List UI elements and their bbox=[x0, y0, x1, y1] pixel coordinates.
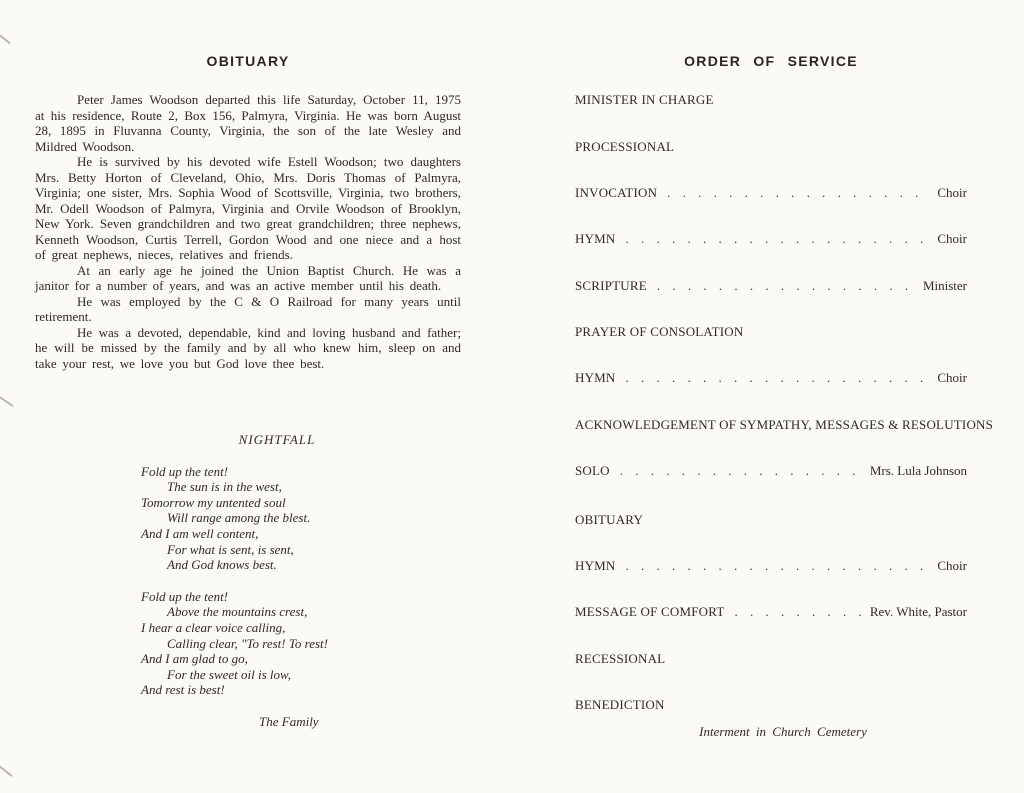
service-item-value: Choir bbox=[937, 370, 967, 385]
memorial-poem bbox=[141, 432, 413, 730]
poem-line: Tomorrow my untented soul bbox=[141, 494, 286, 510]
obituary-column bbox=[35, 53, 461, 729]
service-item-value: Choir bbox=[937, 185, 967, 200]
scan-mark bbox=[0, 34, 11, 44]
service-item-acknowledgement bbox=[575, 417, 994, 433]
dot-leader bbox=[657, 278, 915, 294]
obituary-title: OBITUARY bbox=[206, 53, 290, 69]
service-item-label: RECESSIONAL bbox=[575, 651, 666, 666]
service-item-scripture bbox=[575, 278, 967, 294]
poem-line: The sun is in the west, bbox=[167, 479, 282, 495]
service-item-value: Minister bbox=[922, 278, 967, 293]
dot-leader bbox=[620, 463, 862, 479]
poem-line: Above the mountains crest, bbox=[167, 604, 308, 620]
service-item-label: INVOCATION bbox=[575, 185, 658, 200]
poem-line: Calling clear, "To rest! To rest! bbox=[167, 635, 329, 651]
service-item-message-of-comfort bbox=[575, 604, 967, 620]
order-of-service-column bbox=[575, 53, 994, 739]
service-item-label: MESSAGE OF COMFORT bbox=[575, 604, 725, 619]
dot-leader bbox=[626, 231, 930, 247]
poem-signature: The Family bbox=[259, 713, 319, 729]
service-item-label: HYMN bbox=[575, 370, 616, 385]
service-item-solo bbox=[575, 463, 967, 479]
scan-mark bbox=[0, 765, 13, 777]
poem-line: For the sweet oil is low, bbox=[167, 666, 291, 682]
service-item-label: SOLO bbox=[575, 463, 610, 478]
service-item-value: Rev. White, Pastor bbox=[869, 604, 967, 619]
service-item-hymn-2 bbox=[575, 370, 967, 386]
service-item-benediction bbox=[575, 697, 967, 713]
poem-line: And God knows best. bbox=[167, 557, 277, 573]
service-item-label: HYMN bbox=[575, 231, 616, 246]
service-item-hymn-1 bbox=[575, 231, 967, 247]
poem-line: For what is sent, is sent, bbox=[167, 541, 294, 557]
service-item-label: PRAYER OF CONSOLATION bbox=[575, 324, 744, 339]
obituary-paragraph-4: He was employed by the C & O Railroad for many years until retirement. bbox=[35, 293, 461, 324]
poem-line: And I am well content, bbox=[141, 525, 259, 541]
dot-leader bbox=[734, 604, 861, 620]
service-item-label: BENEDICTION bbox=[575, 697, 665, 712]
service-item-label: SCRIPTURE bbox=[575, 278, 647, 293]
poem-title: NIGHTFALL bbox=[238, 432, 316, 447]
service-item-label: HYMN bbox=[575, 558, 616, 573]
dot-leader bbox=[626, 558, 930, 574]
interment-note: Interment in Church Cemetery bbox=[699, 724, 867, 739]
obituary-text bbox=[35, 92, 461, 371]
dot-leader bbox=[667, 185, 929, 201]
service-item-value: Mrs. Lula Johnson bbox=[869, 463, 967, 478]
poem-stanza-2 bbox=[141, 589, 413, 698]
dot-leader bbox=[626, 370, 930, 386]
service-item-hymn-3 bbox=[575, 558, 967, 574]
service-item-value: Choir bbox=[937, 558, 967, 573]
obituary-paragraph-1: Peter James Woodson departed this life Saturday, October 11, 1975 at his residence, Route 2, Box 156, Palmyra, Virginia. He was born August 28, 1895 in Fluvanna County, Virginia, the son of the late Wesley and Mildred Woodson. bbox=[35, 92, 461, 154]
poem-line: Will range among the blest. bbox=[167, 510, 311, 526]
scan-mark bbox=[0, 395, 14, 407]
poem-line: Fold up the tent! bbox=[141, 588, 229, 604]
service-item-prayer-of-consolation bbox=[575, 324, 967, 340]
service-item-obituary bbox=[575, 512, 967, 528]
service-item-processional bbox=[575, 139, 967, 155]
obituary-paragraph-5: He was a devoted, dependable, kind and loving husband and father; he will be missed by the family and by all who knew him, sleep on and take your rest, we love you but God love thee best. bbox=[35, 324, 461, 371]
service-item-label: ACKNOWLEDGEMENT OF SYMPATHY, MESSAGES & RESOLUTIONS bbox=[575, 417, 994, 432]
service-item-label: OBITUARY bbox=[575, 512, 644, 527]
obituary-paragraph-2: He is survived by his devoted wife Estell Woodson; two daughters Mrs. Betty Horton of Cleveland, Ohio, Mrs. Doris Thomas of Palmyra, Virginia; one sister, Mrs. Sophia Wood of Scottsville, Virginia, two brothers, Mr. Odell Woodson of Palmyra, Virginia and Orvile Woodson of Brooklyn, New York. Seven grandchildren and two great grandchildren; three nephews, Kenneth Woodson, Curtis Terrell, Gordon Wood and one niece and a host of great nephews, nieces, relatives and friends. bbox=[35, 154, 461, 262]
service-item-minister-in-charge bbox=[575, 92, 967, 108]
service-item-value: Choir bbox=[937, 231, 967, 246]
poem-line: Fold up the tent! bbox=[141, 463, 229, 479]
poem-line: I hear a clear voice calling, bbox=[141, 619, 286, 635]
order-of-service-title: ORDER OF SERVICE bbox=[684, 53, 858, 69]
poem-line: And rest is best! bbox=[141, 682, 225, 698]
poem-line: And I am glad to go, bbox=[141, 651, 248, 667]
service-item-recessional bbox=[575, 651, 967, 667]
service-item-label: MINISTER IN CHARGE bbox=[575, 92, 714, 107]
service-item-invocation bbox=[575, 185, 967, 201]
poem-stanza-1 bbox=[141, 464, 413, 573]
obituary-paragraph-3: At an early age he joined the Union Baptist Church. He was a janitor for a number of years, and was an active member until his death. bbox=[35, 262, 461, 293]
service-item-label: PROCESSIONAL bbox=[575, 139, 675, 154]
